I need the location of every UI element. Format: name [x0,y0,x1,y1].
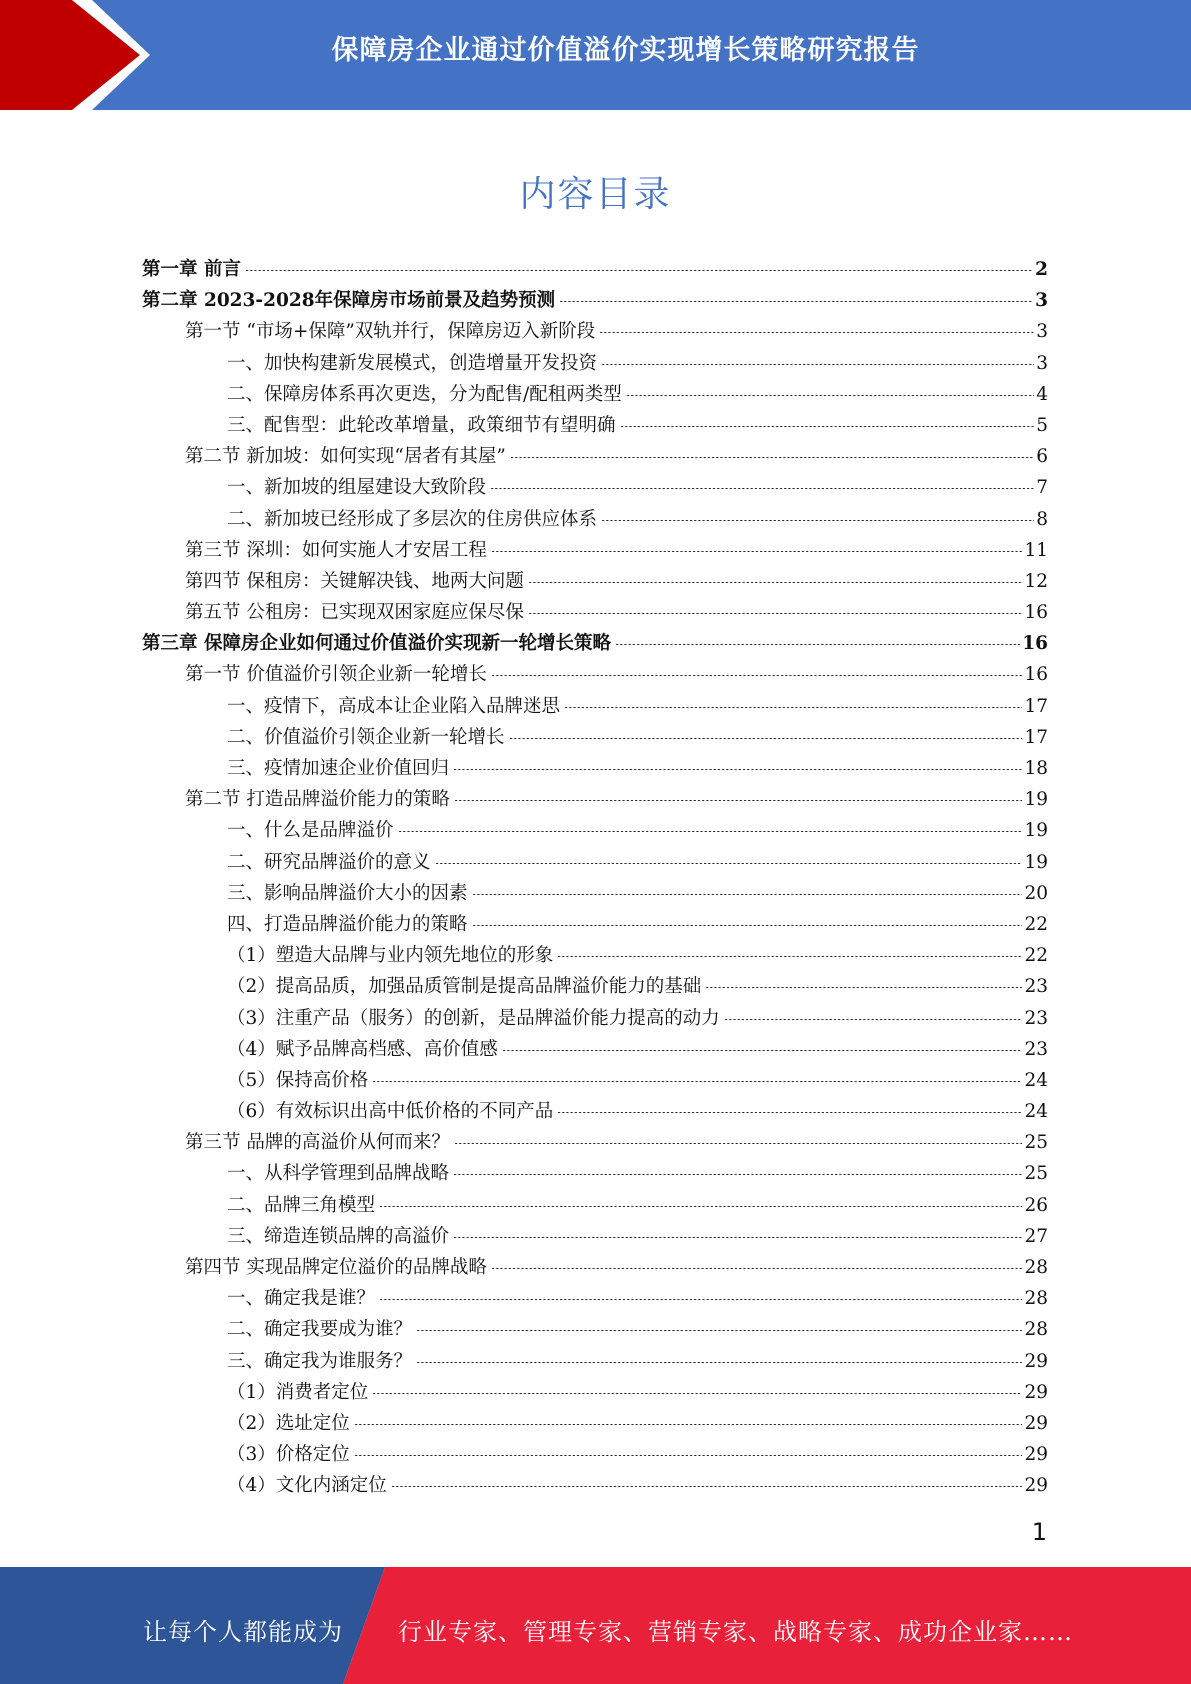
toc-entry[interactable] [142,1158,1048,1189]
toc-entry-page: 29 [1024,1444,1048,1466]
toc-entry[interactable] [142,815,1048,846]
toc-entry-title: 一、疫情下，高成本让企业陷入品牌迷思 [227,695,561,717]
toc-entry-page: 17 [1024,695,1048,717]
toc-entry[interactable] [142,847,1048,878]
toc-leader-dots [379,1299,1022,1300]
toc-leader-dots [453,769,1022,770]
toc-entry-page: 29 [1024,1412,1048,1434]
toc-entry[interactable] [142,379,1048,410]
toc-entry-page: 19 [1024,789,1048,811]
toc-entry-page: 24 [1024,1101,1048,1123]
toc-entry-title: 三、确定我为谁服务？ [227,1350,413,1372]
toc-entry[interactable] [142,504,1048,535]
toc-entry-title: （3）价格定位 [227,1444,350,1466]
toc-entry-title: 二、价值溢价引领企业新一轮增长 [227,726,505,748]
toc-entry[interactable] [142,940,1048,971]
toc-leader-dots [559,301,1033,302]
toc-entry-title: 三、影响品牌溢价大小的因素 [227,882,468,904]
toc-entry-title: 第三章 保障房企业如何通过价值溢价实现新一轮增长策略 [142,633,611,655]
toc-entry-title: 第一节 价值溢价引领企业新一轮增长 [185,664,487,686]
toc-leader-dots [626,395,1034,396]
header-banner [0,0,1191,110]
toc-entry-title: 第二章 2023-2028年保障房市场前景及趋势预测 [142,290,556,312]
toc-entry-title: （1）塑造大品牌与业内领先地位的形象 [227,945,554,967]
toc-leader-dots [416,1330,1022,1331]
toc-leader-dots [435,863,1023,864]
toc-entry-page: 19 [1024,851,1048,873]
toc-leader-dots [379,1206,1022,1207]
page-number: 1 [1031,1518,1047,1546]
toc-entry-page: 12 [1024,570,1048,592]
toc-entry-title: 一、从科学管理到品牌战略 [227,1163,450,1185]
footer-banner [0,1567,1191,1684]
toc-entry-page: 11 [1024,539,1048,561]
toc-entry-page: 25 [1024,1163,1048,1185]
toc-entry-page: 8 [1036,508,1048,530]
toc-leader-dots [491,1268,1023,1269]
toc-entry-page: 22 [1024,913,1048,935]
toc-entry-title: 三、配售型：此轮改革增量，政策细节有望明确 [227,414,616,436]
toc-entry[interactable] [142,472,1048,503]
toc-leader-dots [372,1081,1022,1082]
toc-leader-dots [601,364,1034,365]
toc-leader-dots [528,582,1023,583]
toc-leader-dots [454,1143,1023,1144]
toc-entry-page: 20 [1024,882,1048,904]
toc-leader-dots [472,894,1023,895]
toc-leader-dots [453,1174,1022,1175]
toc-entry[interactable] [142,410,1048,441]
toc-entry-page: 28 [1024,1319,1048,1341]
toc-leader-dots [398,831,1023,832]
toc-entry-page: 16 [1024,602,1048,624]
toc-entry-title: 四、打造品牌溢价能力的策略 [227,913,468,935]
toc-leader-dots [354,1455,1023,1456]
toc-leader-dots [601,520,1034,521]
toc-entry-title: （4）文化内涵定位 [227,1475,387,1497]
toc-entry-page: 6 [1036,446,1048,468]
toc-entry-title: 第四节 保租房：关键解决钱、地两大问题 [185,570,524,592]
toc-entry-title: （2）提高品质，加强品质管制是提高品牌溢价能力的基础 [227,976,702,998]
toc-leader-dots [453,1237,1022,1238]
toc-entry[interactable] [142,1439,1048,1470]
toc-entry-page: 23 [1024,1038,1048,1060]
toc-entry-title: 二、研究品牌溢价的意义 [227,851,431,873]
toc-entry[interactable] [142,878,1048,909]
toc-entry[interactable] [142,1221,1048,1252]
toc-entry-title: （3）注重产品（服务）的创新，是品牌溢价能力提高的动力 [227,1007,720,1029]
toc-leader-dots [557,956,1022,957]
toc-leader-dots [615,644,1020,645]
toc-entry-title: （2）选址定位 [227,1412,350,1434]
toc-entry-page: 3 [1036,321,1048,343]
toc-leader-dots [599,332,1034,333]
toc-entry[interactable] [142,566,1048,597]
toc-leader-dots [491,675,1023,676]
toc-entry-title: 三、缔造连锁品牌的高溢价 [227,1225,450,1247]
toc-entry[interactable] [142,1283,1048,1314]
toc-entry-title: 第一节 “市场+保障”双轨并行，保障房迈入新阶段 [185,321,596,343]
toc-entry-page: 3 [1036,352,1048,374]
toc-leader-dots [502,1050,1023,1051]
toc-entry-page: 29 [1024,1350,1048,1372]
toc-leader-dots [510,457,1034,458]
toc-leader-dots [509,738,1023,739]
table-of-contents [142,254,1048,1502]
toc-entry[interactable] [142,535,1048,566]
toc-entry[interactable] [142,1252,1048,1283]
toc-entry-title: 二、新加坡已经形成了多层次的住房供应体系 [227,508,598,530]
toc-entry[interactable] [142,316,1048,347]
footer-slogan-right: 行业专家、管理专家、营销专家、战略专家、成功企业家…… [398,1618,1073,1646]
toc-entry-title: （4）赋予品牌高档感、高价值感 [227,1038,498,1060]
toc-leader-dots [391,1486,1023,1487]
toc-entry-page: 28 [1024,1257,1048,1278]
toc-entry-title: 第一章 前言 [142,259,241,280]
toc-entry-page: 18 [1024,758,1048,779]
toc-entry[interactable] [142,659,1048,690]
toc-leader-dots [724,1019,1023,1020]
toc-entry[interactable] [142,1377,1048,1408]
toc-leader-dots [454,800,1023,801]
toc-entry[interactable] [142,784,1048,815]
toc-entry-title: 一、新加坡的组屋建设大致阶段 [227,477,487,499]
toc-entry-page: 3 [1035,290,1048,312]
toc-entry-title: 第二节 新加坡：如何实现“居者有其屋” [185,446,506,468]
toc-entry-title: 二、品牌三角模型 [227,1194,376,1216]
toc-entry-page: 7 [1036,477,1048,499]
toc-leader-dots [620,426,1035,427]
toc-entry-title: 第四节 实现品牌定位溢价的品牌战略 [185,1257,487,1278]
toc-entry-title: 第五节 公租房：已实现双困家庭应保尽保 [185,602,524,624]
toc-entry[interactable] [142,348,1048,379]
toc-leader-dots [372,1393,1022,1394]
toc-entry-title: 第三节 品牌的高溢价从何而来？ [185,1132,450,1154]
toc-entry[interactable] [142,1314,1048,1345]
toc-entry-page: 16 [1022,633,1048,655]
toc-entry[interactable] [142,1190,1048,1221]
toc-leader-dots [472,925,1023,926]
toc-entry-page: 25 [1024,1132,1048,1154]
toc-leader-dots [490,488,1034,489]
toc-entry[interactable] [142,971,1048,1002]
toc-entry[interactable] [142,722,1048,753]
toc-entry-page: 23 [1024,976,1048,998]
toc-entry-page: 19 [1024,820,1048,842]
footer-slogan-left: 让每个人都能成为 [143,1618,343,1646]
toc-entry[interactable] [142,285,1048,316]
toc-entry[interactable] [142,1034,1048,1065]
toc-entry[interactable] [142,1346,1048,1377]
toc-entry-title: 一、加快构建新发展模式，创造增量开发投资 [227,352,598,374]
toc-entry-title: 一、确定我是谁？ [227,1288,376,1310]
toc-entry[interactable] [142,753,1048,784]
toc-leader-dots [564,707,1022,708]
toc-entry-page: 5 [1036,414,1048,436]
toc-leader-dots [557,1112,1022,1113]
toc-entry-title: 二、保障房体系再次更迭，分为配售/配租两类型 [227,383,622,405]
toc-entry[interactable] [142,1065,1048,1096]
toc-entry-title: 一、什么是品牌溢价 [227,820,394,842]
toc-leader-dots [245,270,1033,271]
toc-entry[interactable] [142,597,1048,628]
toc-entry[interactable] [142,1408,1048,1439]
toc-entry-page: 28 [1024,1288,1048,1310]
toc-entry-page: 29 [1024,1475,1048,1497]
toc-entry[interactable] [142,441,1048,472]
toc-entry[interactable] [142,909,1048,940]
toc-leader-dots [354,1424,1023,1425]
toc-entry-page: 22 [1024,945,1048,967]
toc-entry[interactable] [142,254,1048,285]
toc-entry-page: 17 [1024,726,1048,748]
toc-entry-title: （1）消费者定位 [227,1381,369,1403]
toc-entry-title: （6）有效标识出高中低价格的不同产品 [227,1101,554,1123]
toc-leader-dots [416,1362,1022,1363]
toc-entry-page: 26 [1024,1194,1048,1216]
toc-entry[interactable] [142,691,1048,722]
toc-entry-page: 16 [1024,664,1048,686]
toc-entry[interactable] [142,1127,1048,1158]
toc-heading: 内容目录 [519,174,672,215]
report-title: 保障房企业通过价值溢价实现增长策略研究报告 [331,35,920,66]
toc-leader-dots [528,613,1023,614]
toc-entry-page: 27 [1024,1225,1048,1247]
toc-entry[interactable] [142,1096,1048,1127]
toc-entry-page: 2 [1035,259,1048,280]
toc-leader-dots [491,551,1023,552]
toc-entry-title: 二、确定我要成为谁？ [227,1319,413,1341]
toc-entry-page: 29 [1024,1381,1048,1403]
toc-entry-page: 23 [1024,1007,1048,1029]
toc-entry-title: 三、疫情加速企业价值回归 [227,758,450,779]
toc-entry-title: 第三节 深圳：如何实施人才安居工程 [185,539,487,561]
toc-entry-page: 4 [1036,383,1048,405]
toc-leader-dots [705,987,1022,988]
toc-entry[interactable] [142,1470,1048,1501]
toc-entry-page: 24 [1024,1069,1048,1091]
toc-entry[interactable] [142,1003,1048,1034]
toc-entry-title: 第二节 打造品牌溢价能力的策略 [185,789,450,811]
toc-entry[interactable] [142,628,1048,659]
toc-entry-title: （5）保持高价格 [227,1069,369,1091]
